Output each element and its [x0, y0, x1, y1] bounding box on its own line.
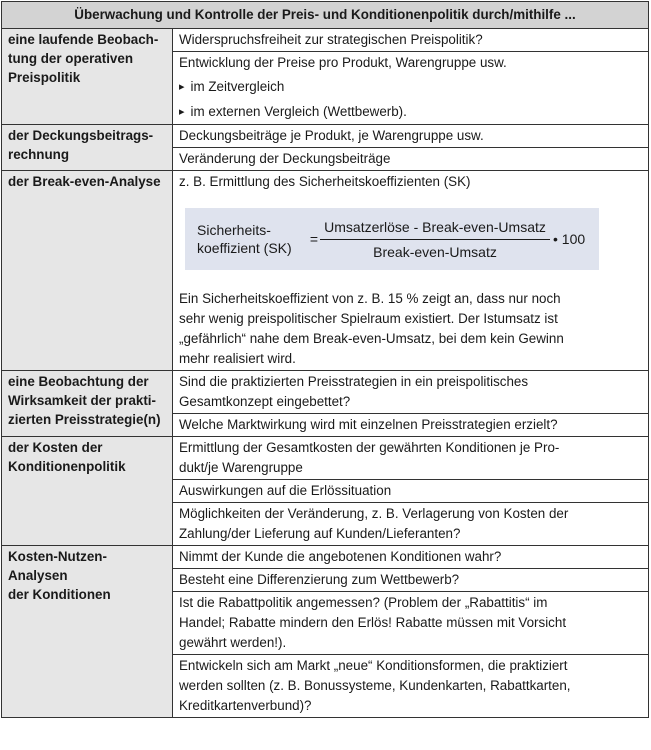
bullet-item: ▸ im Zeitvergleich: [179, 77, 642, 98]
cell-text: Gesamtkonzept eingebettet?: [179, 394, 351, 409]
label-line: der Break-even-Analyse: [8, 174, 161, 189]
cell-text: Auswirkungen auf die Erlössituation: [179, 483, 392, 498]
label-line: Wirksamkeit der prakti-: [8, 393, 156, 408]
label-line: Konditionenpolitik: [8, 459, 126, 474]
paragraph-line: Ein Sicherheitskoeffizient von z. B. 15 % zeigt an, dass nur noch: [179, 291, 561, 306]
formula-multiplier: • 100: [553, 231, 586, 247]
cell-text: z. B. Ermittlung des Sicherheitskoeffizienten (SK): [179, 174, 471, 189]
formula-lhs: [185, 221, 307, 257]
formula-equals: =: [309, 231, 319, 247]
label-line: Kosten-Nutzen-Analysen: [8, 549, 107, 583]
bullet-item: ▸ im externen Vergleich (Wettbewerb).: [179, 102, 642, 123]
table-cell: [173, 480, 649, 503]
label-line: der Deckungsbeitrags-: [8, 128, 154, 143]
table-header-row: [2, 2, 649, 29]
table-cell: [173, 371, 649, 414]
paragraph-line: „gefährlich“ nahe dem Break-even-Umsatz, bei dem kein Gewinn: [179, 331, 564, 346]
cell-text: Ermittlung der Gesamtkosten der gewährten Konditionen je Pro-: [179, 440, 560, 455]
row-label-contribution-margin: [2, 125, 173, 171]
row-label-condition-costs: [2, 437, 173, 546]
table-row: [2, 171, 649, 371]
table-row: [2, 371, 649, 414]
label-line: tung der operativen: [8, 51, 133, 66]
label-line: der Kosten der: [8, 440, 103, 455]
formula-lhs-line: koeffizient (SK): [197, 240, 292, 256]
cell-text: Entwicklung der Preise pro Produkt, Warengruppe usw.: [179, 55, 507, 70]
cell-text: Handel; Rabatte mindern den Erlös! Rabatte müssen mit Vorsicht: [179, 615, 567, 630]
cell-text: Welche Marktwirkung wird mit einzelnen Preisstrategien erzielt?: [179, 417, 558, 432]
table-cell: [173, 437, 649, 480]
cell-text: Widerspruchsfreiheit zur strategischen Preispolitik?: [179, 32, 483, 47]
table-row: [2, 125, 649, 148]
row-label-cost-benefit: [2, 546, 173, 718]
paragraph-line: sehr wenig preispolitischer Spielraum existiert. Der Istumsatz ist: [179, 311, 558, 326]
table-cell: [173, 29, 649, 52]
table-body: [2, 29, 649, 718]
cell-text: Deckungsbeiträge je Produkt, je Warengruppe usw.: [179, 128, 484, 143]
label-line: rechnung: [8, 147, 70, 162]
table-cell: [173, 148, 649, 171]
table-cell: [173, 125, 649, 148]
table-cell: [173, 655, 649, 718]
formula-box: [185, 208, 599, 270]
label-line: eine Beobachtung der: [8, 374, 149, 389]
cell-text: Sind die praktizierten Preisstrategien in ein preispolitisches: [179, 374, 529, 389]
cell-text: Ist die Rabattpolitik angemessen? (Problem der „Rabattitis“ im: [179, 595, 548, 610]
label-line: der Konditionen: [8, 587, 111, 602]
cell-text: dukt/je Warengruppe: [179, 460, 303, 475]
table-header: Überwachung und Kontrolle der Preis- und Konditionenpolitik durch/mithilfe ...: [2, 2, 649, 29]
formula-fraction: [321, 217, 549, 262]
cell-text: Nimmt der Kunde die angebotenen Konditionen wahr?: [179, 549, 502, 564]
cell-text: Besteht eine Differenzierung zum Wettbewerb?: [179, 572, 460, 587]
formula-lhs-line: Sicherheits-: [197, 222, 271, 238]
label-line: Preispolitik: [8, 70, 81, 85]
table-cell: [173, 52, 649, 125]
table-row: [2, 437, 649, 480]
paragraph-line: mehr realisiert wird.: [179, 351, 296, 366]
cell-text: Kreditkartenverbund)?: [179, 698, 312, 713]
cell-text: Zahlung/der Lieferung auf Kunden/Lieferanten?: [179, 526, 461, 541]
cell-text: werden sollten (z. B. Bonussysteme, Kundenkarten, Rabattkarten,: [179, 678, 571, 693]
table-row: [2, 29, 649, 52]
row-label-strategy-effectiveness: [2, 371, 173, 437]
table-cell: [173, 171, 649, 371]
table-row: [2, 546, 649, 569]
table-cell: [173, 503, 649, 546]
cell-text: Entwickeln sich am Markt „neue“ Konditionsformen, die praktiziert: [179, 658, 568, 673]
row-label-operative-pricing: [2, 29, 173, 125]
cell-text: Veränderung der Deckungsbeiträge: [179, 151, 391, 166]
formula-denominator: Break-even-Umsatz: [373, 243, 497, 260]
table-cell: [173, 546, 649, 569]
label-line: eine laufende Beobach-: [8, 32, 159, 47]
pricing-control-table: [1, 1, 649, 718]
cell-text: gewährt werden!).: [179, 635, 287, 650]
label-line: zierten Preisstrategie(n): [8, 412, 161, 427]
formula-numerator: Umsatzerlöse - Break-even-Umsatz: [320, 217, 550, 240]
cell-text: Möglichkeiten der Veränderung, z. B. Verlagerung von Kosten der: [179, 506, 569, 521]
table-cell: [173, 414, 649, 437]
row-label-break-even: [2, 171, 173, 371]
table-cell: [173, 569, 649, 592]
table-cell: [173, 592, 649, 655]
